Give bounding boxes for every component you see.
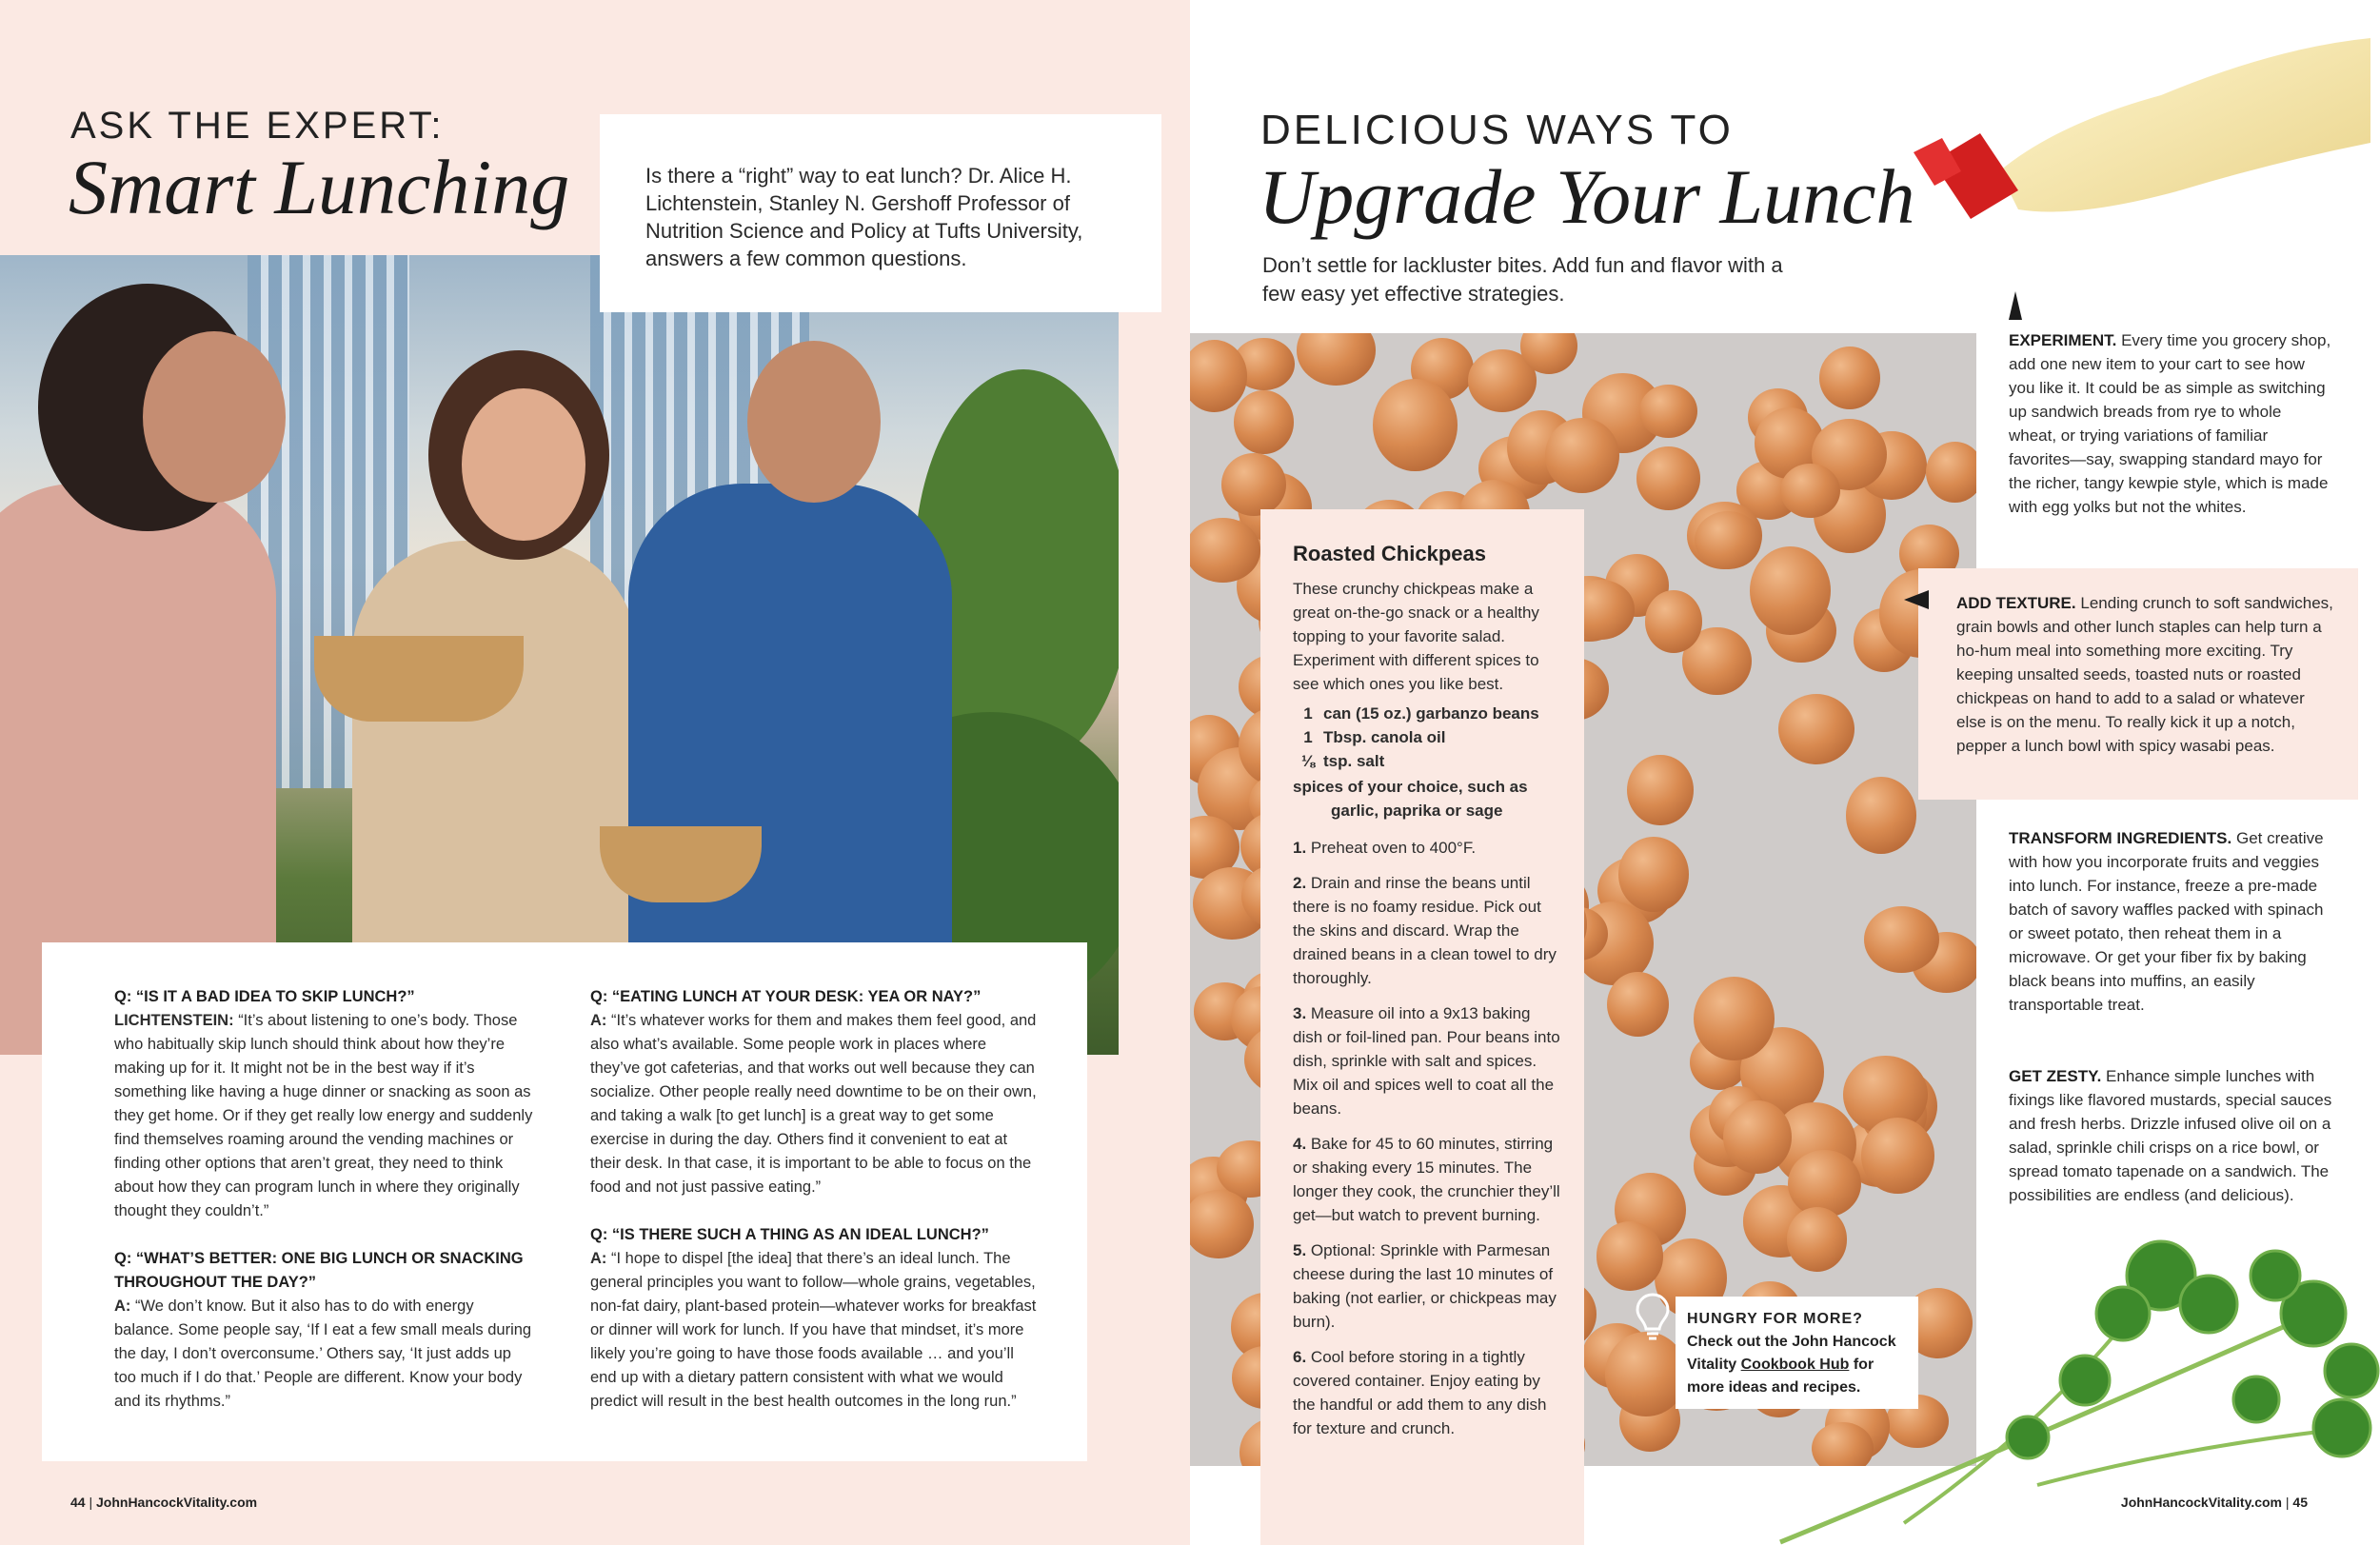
ingredient-list [1293, 702, 1561, 773]
recipe-step [1293, 1345, 1561, 1440]
ingredient-name: tsp. salt [1323, 752, 1385, 770]
chickpea-image [1618, 837, 1689, 912]
tip-experiment [2009, 328, 2332, 519]
qa-answer-label: A: [590, 1250, 607, 1267]
recipe-step [1293, 1238, 1561, 1334]
chickpea-image [1846, 777, 1916, 854]
left-kicker: ASK THE EXPERT: [70, 105, 445, 147]
right-footer: JohnHancockVitality.com | 45 [2120, 1495, 2308, 1510]
spices-line: spices of your choice, such as [1293, 778, 1528, 796]
chickpea-image [1545, 418, 1619, 493]
qa-box [42, 942, 1087, 1461]
tip-label: ADD TEXTURE. [1956, 594, 2076, 612]
ingredient-qty: 1 [1303, 728, 1313, 746]
chickpea-image [1778, 694, 1854, 764]
pointer-arrow-icon [1904, 590, 1929, 609]
step-text: Optional: Sprinkle with Parmesan cheese during the last 10 minutes of baking (not earlier, or chickpeas may burn). [1293, 1241, 1557, 1331]
tip-text: Every time you grocery shop, add one new item to your cart to see how you like it. It could be as simple as switching up sandwich breads from rye to whole wheat, or trying variations of familiar favorites—say, swapping standard mayo for the richer, tangy kewpie style, which is made with egg yolks but not the whites. [2009, 331, 2331, 516]
right-page [1190, 0, 2380, 1545]
step-text: Drain and rinse the beans until there is no foamy residue. Pick out the skins and discard. Wrap the drained beans in a clean towel to dry thoroughly. [1293, 874, 1557, 987]
chickpea-image [1297, 333, 1377, 386]
step-text: Preheat oven to 400°F. [1310, 839, 1477, 857]
pointer-arrow-icon [2009, 291, 2022, 320]
qa-column-1 [114, 985, 533, 1437]
recipe-description: These crunchy chickpeas make a great on-the-go snack or a healthy topping to your favorite salad. Experiment with different spices to see which ones you like best. [1293, 580, 1539, 693]
ingredient-name: can (15 oz.) garbanzo beans [1323, 704, 1539, 723]
step-number: 4. [1293, 1135, 1307, 1153]
step-text: Bake for 45 to 60 minutes, stirring or shaking every 15 minutes. The longer they cook, the crunchier they’ll get—but watch to prevent burning. [1293, 1135, 1560, 1224]
chickpea-image [1636, 446, 1700, 509]
chickpea-image [1627, 755, 1693, 825]
right-subtitle: Don’t settle for lackluster bites. Add fun and flavor with a few easy yet effective strategies. [1262, 253, 1783, 306]
chickpea-image [1750, 546, 1831, 635]
chickpea-image [1190, 1190, 1254, 1258]
qa-item [590, 985, 1038, 1199]
ingredient-spices [1293, 775, 1561, 822]
qa-question: Q: “IS THERE SUCH A THING AS AN IDEAL LUNCH?” [590, 1226, 989, 1243]
cookbook-hub-link[interactable]: Cookbook Hub [1740, 1357, 1850, 1373]
chickpea-image [1694, 977, 1775, 1060]
recipe-step [1293, 1001, 1561, 1120]
qa-answer: “I hope to dispel [the idea] that there’s an ideal lunch. The general principles you want to follow—whole grains, vegetables, non-fat dairy, plant-based protein—whatever works for breakfast or dinner will work for lunch. If you have that mindset, it’s more likely you’re going to have those foods available … and you’ll end up with a dietary pattern consistent with what we would predict will result in the best health outcomes in the long run.” [590, 1250, 1037, 1410]
tip-transform [2009, 826, 2332, 1017]
chickpea-image [1864, 906, 1939, 973]
chickpea-image [1819, 347, 1880, 409]
chickpea-image [1861, 1118, 1934, 1194]
ingredient-item [1293, 702, 1561, 725]
qa-item [590, 1223, 1038, 1414]
chickpea-image [1607, 972, 1669, 1037]
lunch-photo [0, 255, 1119, 1055]
qa-item [114, 1247, 533, 1414]
recipe-box [1260, 509, 1584, 1545]
ingredient-item [1293, 725, 1561, 749]
lunch-bowl-image [600, 826, 762, 902]
step-number: 1. [1293, 839, 1307, 857]
step-number: 5. [1293, 1241, 1307, 1259]
ingredient-qty: ⅛ [1300, 752, 1316, 770]
page-number: 45 [2292, 1495, 2308, 1510]
step-text: Cool before storing in a tightly covered container. Enjoy eating by the handful or add them to any dish for texture and crunch. [1293, 1348, 1547, 1437]
chickpea-image [1645, 590, 1702, 653]
right-title: Upgrade Your Lunch [1259, 153, 1915, 240]
callout-text-after: for more ideas and recipes. [1687, 1357, 1874, 1396]
chickpea-image [1639, 385, 1697, 438]
callout-title: HUNGRY FOR MORE? [1687, 1311, 1863, 1327]
chickpea-image [1190, 340, 1247, 412]
chickpea-image [1373, 379, 1458, 472]
person-image [143, 331, 286, 503]
spices-line: garlic, paprika or sage [1331, 802, 1503, 820]
qa-answer-label: A: [590, 1012, 607, 1029]
lunch-bowl-image [314, 636, 524, 722]
chickpea-image [1926, 442, 1976, 503]
ingredient-qty: 1 [1303, 704, 1313, 723]
right-kicker: DELICIOUS WAYS TO [1260, 107, 1734, 153]
qa-column-2 [590, 985, 1038, 1437]
chickpea-image [1695, 511, 1761, 570]
qa-answer-label: A: [114, 1297, 131, 1315]
qa-answer: “It’s whatever works for them and makes them feel good, and also what’s available. Some people work in places where they’ve got cafeterias, and that works out well because they can socialize. Other people really need downtime to be on their own, and taking a walk [to get lunch] is a great way to get some exercise in during the day. Others find it convenient to eat at their desk. In that case, it is important to be able to focus on the food and not just passive eating.” [590, 1012, 1037, 1196]
tip-text: Get creative with how you incorporate fruits and veggies into lunch. For instance, freeze a pre-made batch of savory waffles packed with spinach or sweet potato, then reheat them in a microwave. Or get your fiber fix by baking black beans into muffins, an easily transportable treat. [2009, 829, 2324, 1014]
chickpea-image [1221, 453, 1285, 515]
step-number: 6. [1293, 1348, 1307, 1366]
recipe-step [1293, 1132, 1561, 1227]
page-number: 44 [70, 1495, 86, 1510]
footer-site: JohnHancockVitality.com [96, 1495, 258, 1510]
recipe-step [1293, 871, 1561, 990]
qa-question: Q: “WHAT’S BETTER: ONE BIG LUNCH OR SNACKING THROUGHOUT THE DAY?” [114, 1250, 524, 1291]
qa-answer: “It’s about listening to one’s body. Those who habitually skip lunch should think about how they’re making up for it. It might not be in the best way if it’s something like having a huge dinner or snacking as soon as they get home. Or if they get really low energy and suddenly find themselves roaming around the vending machines or finding other options that aren’t great, they need to think about how they can program lunch in where they originally thought they couldn’t.” [114, 1012, 533, 1219]
step-number: 2. [1293, 874, 1307, 892]
chickpea-image [1190, 518, 1260, 583]
person-image [747, 341, 881, 503]
qa-question: Q: “IS IT A BAD IDEA TO SKIP LUNCH?” [114, 988, 415, 1005]
tip-label: TRANSFORM INGREDIENTS. [2009, 829, 2232, 847]
step-text: Measure oil into a 9x13 baking dish or foil-lined pan. Pour beans into dish, sprinkle with salt and spices. Mix oil and spices well to coat all the beans. [1293, 1004, 1560, 1118]
callout-text [1687, 1331, 1907, 1399]
tip-label: EXPERIMENT. [2009, 331, 2117, 349]
qa-item [114, 985, 533, 1223]
tip-texture [1956, 591, 2337, 758]
ingredient-name: Tbsp. canola oil [1323, 728, 1446, 746]
tip-text: Lending crunch to soft sandwiches, grain bowls and other lunch staples can help turn a ho-hum meal into something more exciting. Try keeping unsalted seeds, toasted nuts or roasted chickpeas on hand to add to a salad or whatever else is on the menu. To really kick it up a notch, pepper a lunch bowl with spicy wasabi peas. [1956, 594, 2333, 755]
left-footer: 44 | JohnHancockVitality.com [70, 1495, 258, 1510]
tip-text: Enhance simple lunches with fixings like flavored mustards, special sauces and fresh herbs. Drizzle infused olive oil on a salad, sprinkle chili crisps on a rice bowl, or spread tomato tapenade on a sandwich. The possibilities are endless (and delicious). [2009, 1067, 2332, 1204]
callout-text-before: Check out the John Hancock Vitality [1687, 1334, 1896, 1373]
person-image [462, 388, 585, 541]
left-title: Smart Lunching [69, 144, 570, 230]
lightbulb-icon [1636, 1293, 1670, 1340]
tip-zesty [2009, 1064, 2332, 1207]
mayo-bottle-image [1914, 29, 2370, 257]
chickpea-image [1234, 390, 1293, 454]
qa-answer: “We don’t know. But it also has to do with energy balance. Some people say, ‘If I eat a few small meals during the day, I don’t overconsume.’ Others say, ‘It just adds up too much if I do that.’ People are different. Know your body and its rhythms.” [114, 1297, 532, 1410]
recipe-title: Roasted Chickpeas [1293, 542, 1486, 565]
qa-answer-label: LICHTENSTEIN: [114, 1012, 234, 1029]
intro-box [600, 114, 1161, 312]
step-number: 3. [1293, 1004, 1307, 1022]
chickpea-image [1780, 464, 1840, 518]
recipe-step [1293, 836, 1561, 860]
footer-site: JohnHancockVitality.com [2120, 1495, 2282, 1510]
qa-question: Q: “EATING LUNCH AT YOUR DESK: YEA OR NAY?” [590, 988, 982, 1005]
hungry-callout [1676, 1297, 1918, 1409]
tip-texture-box [1918, 568, 2358, 800]
chickpea-image [1723, 1100, 1792, 1174]
ingredient-item [1293, 749, 1561, 773]
tip-label: GET ZESTY. [2009, 1067, 2102, 1085]
intro-text: Is there a “right” way to eat lunch? Dr. Alice H. Lichtenstein, Stanley N. Gershoff Professor of Nutrition Science and Policy at Tufts University, answers a few common questions. [645, 164, 1083, 270]
